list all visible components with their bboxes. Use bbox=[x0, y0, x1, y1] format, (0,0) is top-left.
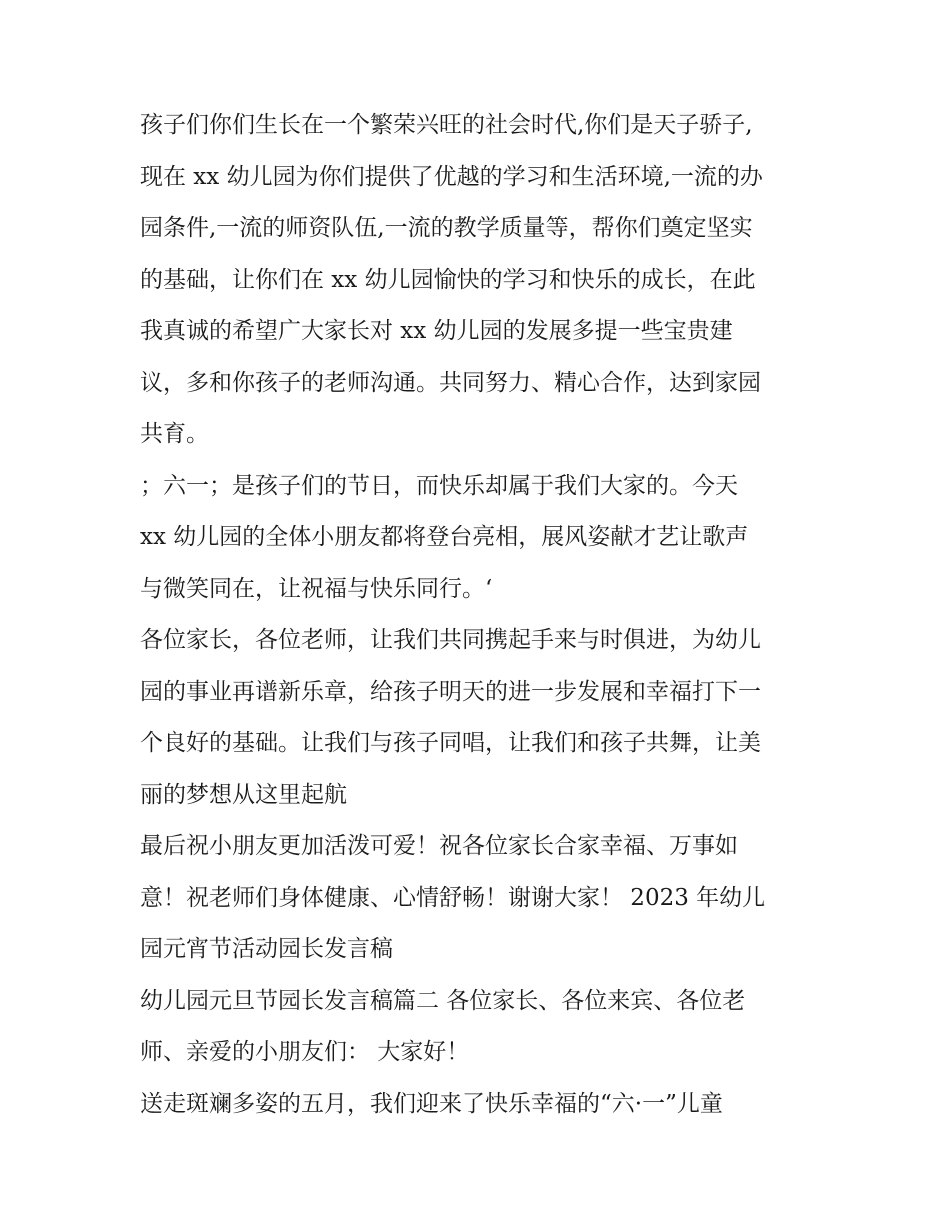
text-line: 最后祝小朋友更加活泼可爱！祝各位家长合家幸福、万事如 bbox=[140, 833, 738, 859]
text-line: 各位家长，各位老师，让我们共同携起手来与时俱进，为幼儿 bbox=[140, 627, 761, 653]
text-line: 我真诚的希望广大家长对 xx 幼儿园的发展多提一些宝贵建 bbox=[140, 318, 733, 344]
text-line: 个良好的基础。让我们与孩子同唱，让我们和孩子共舞，让美 bbox=[140, 730, 761, 756]
document-body bbox=[140, 100, 820, 1130]
text-line: 师、亲爱的小朋友们： 大家好！ bbox=[140, 1039, 470, 1065]
text-line: 幼儿园元旦节园长发言稿篇二 各位家长、各位来宾、各位老 bbox=[140, 987, 746, 1014]
text-line: 现在 xx 幼儿园为你们提供了优越的学习和生活环境,一流的办 bbox=[140, 163, 763, 190]
text-line: 园元宵节活动园长发言稿 bbox=[140, 936, 393, 962]
text-line: 议，多和你孩子的老师沟通。共同努力、精心合作，达到家园 bbox=[140, 369, 761, 396]
text-line: 意！祝老师们身体健康、心情舒畅！谢谢大家！ 2023 年幼儿 bbox=[140, 884, 766, 911]
text-line: 共育。 bbox=[140, 421, 209, 447]
text-line: 与微笑同在，让祝福与快乐同行。‘ bbox=[140, 575, 493, 602]
text-line: 的基础，让你们在 xx 幼儿园愉快的学习和快乐的成长，在此 bbox=[140, 266, 756, 293]
text-line: 孩子们你们生长在一个繁荣兴旺的社会时代,你们是天子骄子, bbox=[140, 112, 753, 138]
text-line: 丽的梦想从这里起航 bbox=[140, 781, 347, 808]
text-line: 送走斑斓多姿的五月，我们迎来了快乐幸福的“六·一”儿童 bbox=[140, 1090, 723, 1117]
text-line: 园的事业再谱新乐章，给孩子明天的进一步发展和幸福打下一 bbox=[140, 678, 761, 705]
text-line: 园条件,一流的师资队伍,一流的教学质量等，帮你们奠定坚实 bbox=[140, 215, 753, 241]
text-line: ；六一；是孩子们的节日，而快乐却属于我们大家的。今天 bbox=[140, 472, 738, 499]
text-line: xx 幼儿园的全体小朋友都将登台亮相，展风姿献才艺让歌声 bbox=[140, 524, 749, 550]
